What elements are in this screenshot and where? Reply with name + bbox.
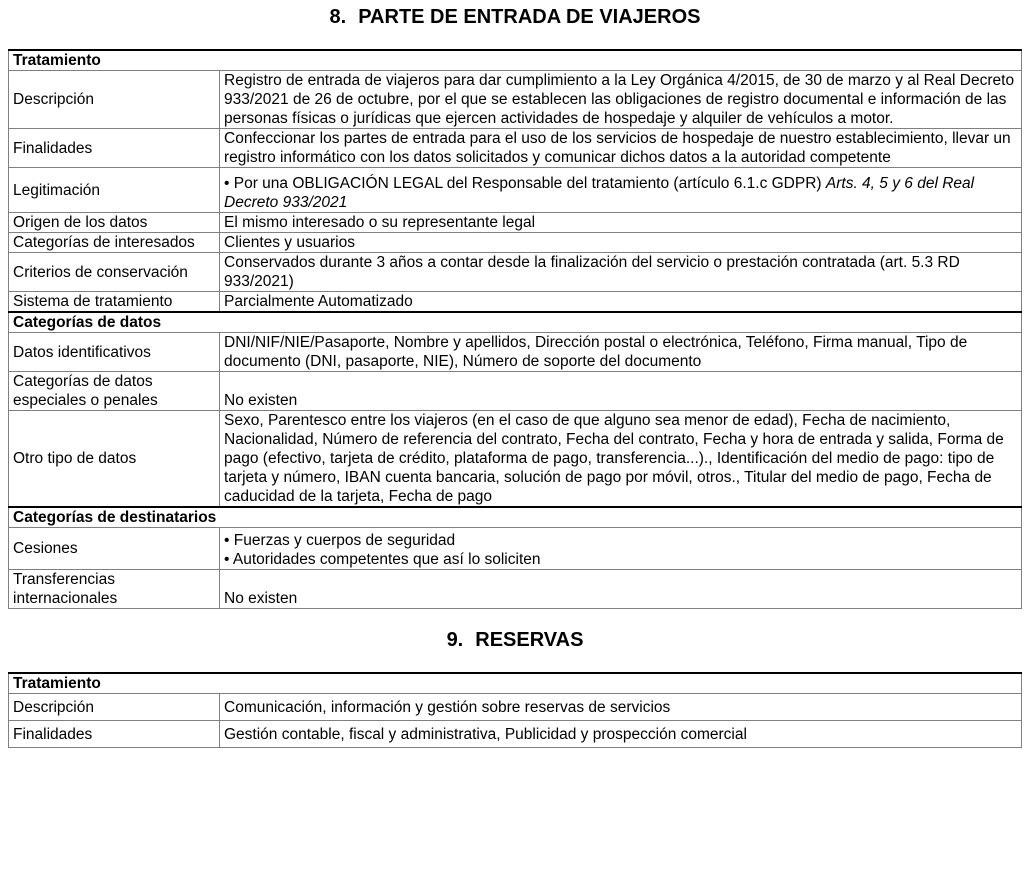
table-row <box>9 71 1022 129</box>
section-8-number: 8. <box>329 6 347 28</box>
row-value-sistema: Parcialmente Automatizado <box>220 292 1022 313</box>
table-row <box>9 129 1022 168</box>
reservas-value-descripcion: Comunicación, información y gestión sobre reservas de servicios <box>220 694 1022 721</box>
row-label-legitimacion: Legitimación <box>9 168 220 213</box>
table-row <box>9 233 1022 253</box>
row-value-legitimacion <box>220 168 1022 213</box>
row-value-transferencias: No existen <box>220 570 1022 609</box>
row-value-finalidades: Confeccionar los partes de entrada para el uso de los servicios de hospedaje de nuestro establecimiento, llevar un registro informático con los datos solicitados y comunicar dichos datos a la autoridad competente <box>220 129 1022 168</box>
row-label-finalidades: Finalidades <box>9 129 220 168</box>
reservas-label-descripcion: Descripción <box>9 694 220 721</box>
table-row <box>9 213 1022 233</box>
cesiones-item: • Fuerzas y cuerpos de seguridad <box>224 531 1017 550</box>
row-label-especiales: Categorías de datos especiales o penales <box>9 372 220 411</box>
row-label-otro-tipo: Otro tipo de datos <box>9 411 220 508</box>
legitimacion-text: • Por una OBLIGACIÓN LEGAL del Responsable del tratamiento (artículo 6.1.c GDPR) <box>224 175 822 192</box>
cesiones-item: • Autoridades competentes que así lo soliciten <box>224 550 1017 569</box>
row-label-categorias-interesados: Categorías de interesados <box>9 233 220 253</box>
row-value-descripcion: Registro de entrada de viajeros para dar cumplimiento a la Ley Orgánica 4/2015, de 30 de marzo y al Real Decreto 933/2021 de 26 de octubre, por el que se establecen las obligaciones de registro documental e información de las personas físicas o jurídicas que ejercen actividades de hospedaje y alquiler de vehículos a motor. <box>220 71 1022 129</box>
table-row <box>9 570 1022 609</box>
row-label-cesiones: Cesiones <box>9 528 220 570</box>
row-value-origen: El mismo interesado o su representante legal <box>220 213 1022 233</box>
header-row-categorias-datos <box>9 312 1022 333</box>
section-8-heading: PARTE DE ENTRADA DE VIAJEROS <box>358 6 701 28</box>
row-label-criterios: Criterios de conservación <box>9 253 220 292</box>
header-tratamiento-reservas: Tratamiento <box>9 673 1022 694</box>
table-row <box>9 372 1022 411</box>
reservas-table <box>8 672 1022 748</box>
table-row <box>9 168 1022 213</box>
table-row <box>9 694 1022 721</box>
row-value-criterios: Conservados durante 3 años a contar desde la finalización del servicio o prestación contratada (art. 5.3 RD 933/2021) <box>220 253 1022 292</box>
header-categorias-datos: Categorías de datos <box>9 312 1022 333</box>
row-value-cesiones <box>220 528 1022 570</box>
reservas-label-finalidades: Finalidades <box>9 721 220 748</box>
header-row-tratamiento <box>9 50 1022 71</box>
header-row-categorias-destinatarios <box>9 507 1022 528</box>
section-9-title <box>0 629 1030 652</box>
section-8-title <box>0 6 1030 29</box>
header-categorias-destinatarios: Categorías de destinatarios <box>9 507 1022 528</box>
row-label-identificativos: Datos identificativos <box>9 333 220 372</box>
section-9-heading: RESERVAS <box>475 629 584 651</box>
section-9-number: 9. <box>446 629 464 651</box>
table-row <box>9 528 1022 570</box>
table-row <box>9 253 1022 292</box>
row-label-sistema: Sistema de tratamiento <box>9 292 220 313</box>
row-label-origen: Origen de los datos <box>9 213 220 233</box>
viajeros-table <box>8 49 1022 609</box>
header-row-tratamiento-reservas <box>9 673 1022 694</box>
table-row <box>9 333 1022 372</box>
row-value-identificativos: DNI/NIF/NIE/Pasaporte, Nombre y apellidos, Dirección postal o electrónica, Teléfono, Firma manual, Tipo de documento (DNI, pasaporte, NIE), Número de soporte del documento <box>220 333 1022 372</box>
header-tratamiento: Tratamiento <box>9 50 1022 71</box>
row-value-categorias-interesados: Clientes y usuarios <box>220 233 1022 253</box>
reservas-value-finalidades: Gestión contable, fiscal y administrativa, Publicidad y prospección comercial <box>220 721 1022 748</box>
row-value-especiales: No existen <box>220 372 1022 411</box>
row-label-descripcion: Descripción <box>9 71 220 129</box>
row-label-transferencias: Transferencias internacionales <box>9 570 220 609</box>
row-value-otro-tipo: Sexo, Parentesco entre los viajeros (en el caso de que alguno sea menor de edad), Fecha de nacimiento, Nacionalidad, Número de referencia del contrato, Fecha del contrato, Fecha y hora de entrada y salida, Forma de pago (efectivo, tarjeta de crédito, plataforma de pago, transferencia...)., Identificación del medio de pago: tipo de tarjeta y número, IBAN cuenta bancaria, solución de pago por móvil, otros., Titular del medio de pago, Fecha de caducidad de la tarjeta, Fecha de pago <box>220 411 1022 508</box>
table-row <box>9 292 1022 313</box>
table-row <box>9 721 1022 748</box>
legitimacion-italic-text: Arts. 4, 5 y 6 del Real Decreto 933/2021 <box>224 175 975 211</box>
table-row <box>9 411 1022 508</box>
